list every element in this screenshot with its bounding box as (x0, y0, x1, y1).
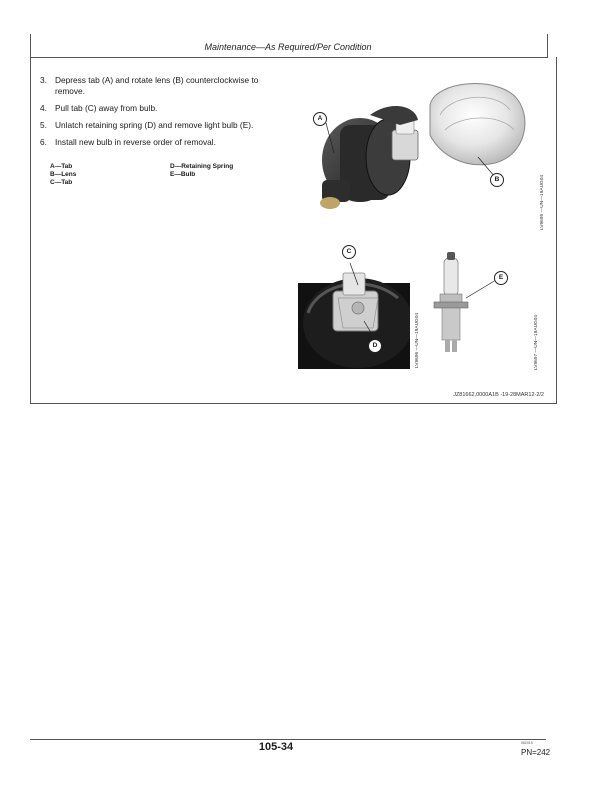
step-text: Pull tab (C) away from bulb. (55, 103, 158, 113)
callout-c: C (342, 245, 356, 259)
page-number: 105-34 (258, 741, 294, 753)
legend-col-2 (170, 163, 290, 179)
lamp-lens-illustration (300, 75, 540, 225)
legend-item: D—Retaining Spring (170, 163, 234, 170)
instruction-steps (40, 75, 290, 154)
step-text: Install new bulb in reverse order of removal. (55, 137, 216, 147)
legend-item: E—Bulb (170, 171, 196, 178)
step-item (40, 120, 290, 131)
figure-tab-spring (298, 243, 420, 369)
callout-e: E (494, 271, 508, 285)
step-number: 4. (40, 103, 47, 113)
figure-lamp-lens (300, 75, 545, 230)
callout-a: A (313, 112, 327, 126)
step-item (40, 103, 290, 114)
legend-item: A—Tab (50, 163, 73, 170)
step-text: Depress tab (A) and rotate lens (B) counterclockwise to remove. (55, 75, 259, 96)
legend-item: B—Lens (50, 171, 77, 178)
figure-code-label: LV9697 —UN—19AUG04 (534, 314, 539, 370)
figure-code-label: LV9695 —UN—19AUG04 (540, 174, 545, 230)
page-header: Maintenance—As Required/Per Condition (204, 42, 372, 52)
figure-code-label: LV9696 —UN—19AUG04 (415, 312, 420, 368)
step-text: Unlatch retaining spring (D) and remove light bulb (E). (55, 120, 254, 130)
callout-b: B (490, 173, 504, 187)
step-number: 6. (40, 137, 47, 147)
legend-col-1 (50, 163, 170, 187)
figure-bulb (430, 250, 539, 370)
bulb-illustration (430, 250, 530, 370)
legend-item: C—Tab (50, 179, 73, 186)
step-number: 5. (40, 120, 47, 130)
callout-d: D (368, 339, 382, 353)
step-item (40, 75, 290, 97)
step-number: 3. (40, 75, 47, 85)
tab-spring-illustration (298, 243, 410, 369)
footer-code: 082015 (521, 741, 533, 745)
part-number: PN=242 (521, 748, 551, 757)
document-reference: JZ81662,0000A1B -19-28MAR12-2/2 (453, 392, 544, 398)
footer-rule (30, 739, 546, 740)
step-item (40, 137, 290, 148)
